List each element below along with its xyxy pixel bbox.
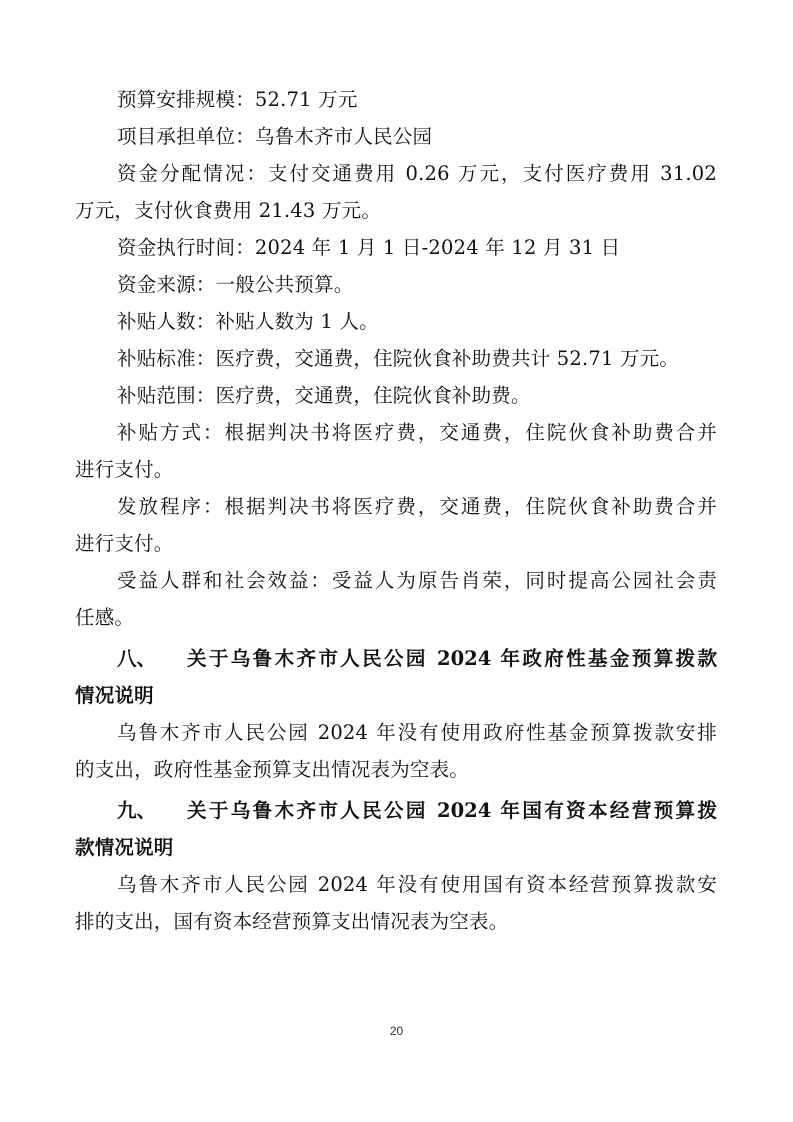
beneficiaries-line-1: 受益人群和社会效益：受益人为原告肖荣，同时提高公园社会责 — [117, 569, 717, 592]
execution-time-line: 资金执行时间：2024 年 1 月 1 日-2024 年 12 月 31 日 — [117, 236, 621, 259]
section-9-title-line-2: 款情况说明 — [75, 836, 174, 859]
section-9-title-line-1: 关于乌鲁木齐市人民公园 2024 年国有资本经营预算拨 — [187, 799, 717, 822]
budget-scale-line: 预算安排规模：52.71 万元 — [117, 88, 358, 111]
subsidy-standard-line: 补贴标准：医疗费，交通费，住院伙食补助费共计 52.71 万元。 — [117, 347, 680, 370]
section-8-body-line-2: 的支出，政府性基金预算支出情况表为空表。 — [75, 758, 470, 781]
subsidy-count-line: 补贴人数：补贴人数为 1 人。 — [117, 310, 379, 333]
section-8-number: 八、 — [117, 647, 157, 670]
beneficiaries-line-2: 任感。 — [75, 606, 135, 629]
fund-allocation-line-1: 资金分配情况：支付交通费用 0.26 万元，支付医疗费用 31.02 — [117, 162, 717, 185]
payment-procedure-line-1: 发放程序：根据判决书将医疗费，交通费，住院伙食补助费合并 — [117, 495, 717, 518]
section-9-number: 九、 — [117, 799, 157, 822]
fund-source-line: 资金来源：一般公共预算。 — [117, 273, 354, 296]
section-8-body-line-1: 乌鲁木齐市人民公园 2024 年没有使用政府性基金预算拨款安排 — [117, 721, 717, 744]
subsidy-scope-line: 补贴范围：医疗费，交通费，住院伙食补助费。 — [117, 384, 531, 407]
project-unit-line: 项目承担单位：乌鲁木齐市人民公园 — [117, 125, 433, 148]
page-number: 20 — [389, 1024, 404, 1038]
section-8-title-line-2: 情况说明 — [75, 684, 154, 707]
subsidy-method-line-2: 进行支付。 — [75, 458, 174, 481]
subsidy-method-line-1: 补贴方式：根据判决书将医疗费，交通费，住院伙食补助费合并 — [117, 421, 717, 444]
payment-procedure-line-2: 进行支付。 — [75, 532, 174, 555]
section-9-body-line-1: 乌鲁木齐市人民公园 2024 年没有使用国有资本经营预算拨款安 — [117, 873, 717, 896]
section-9-body-line-2: 排的支出，国有资本经营预算支出情况表为空表。 — [75, 910, 509, 933]
section-8-title-line-1: 关于乌鲁木齐市人民公园 2024 年政府性基金预算拨款 — [187, 647, 717, 670]
fund-allocation-line-2: 万元，支付伙食费用 21.43 万元。 — [75, 199, 382, 222]
